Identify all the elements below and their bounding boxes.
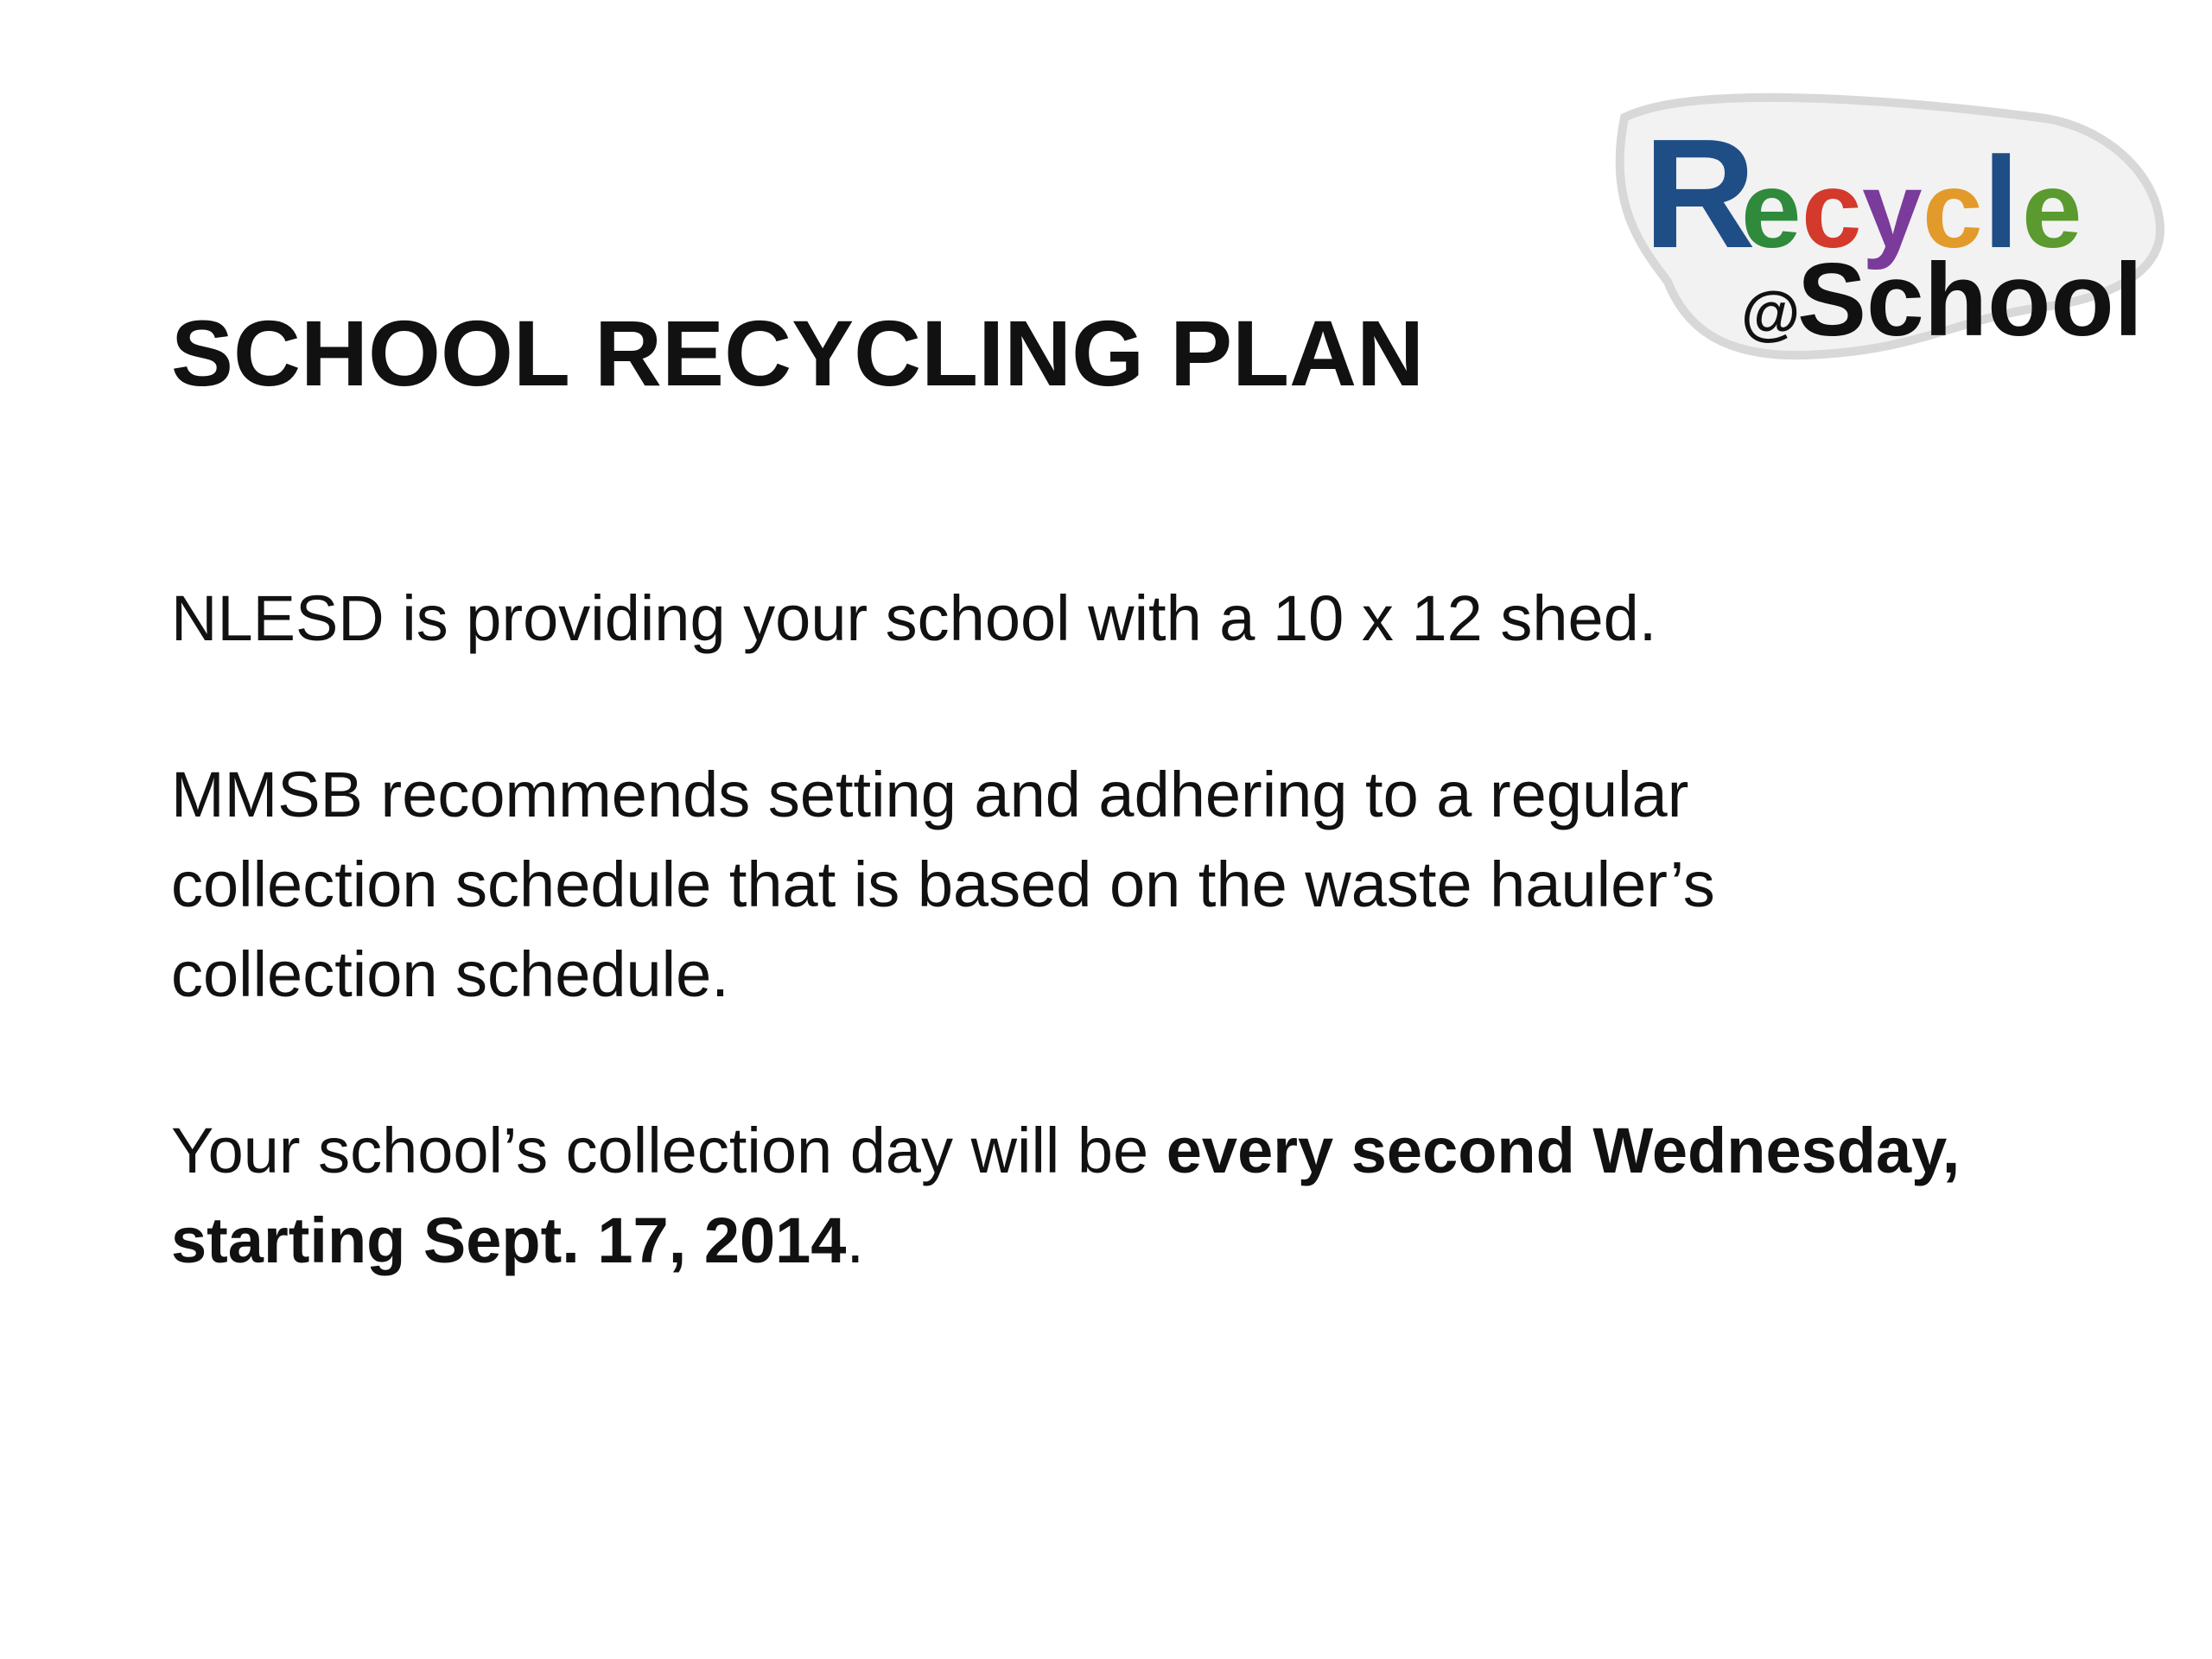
logo-graphic (1590, 83, 2177, 368)
logo-letter-e2: e (2022, 150, 2082, 270)
paragraph-recommendation-line-2: collection schedule that is based on the waste hauler’s (171, 849, 1715, 920)
slide-title: SCHOOL RECYCLING PLAN (171, 301, 1425, 405)
collection-day-intro: Your school’s collection day will be (171, 1115, 1166, 1186)
logo-letter-y: y (1862, 150, 1923, 270)
slide-body (171, 574, 2072, 1372)
collection-day-period: . (846, 1205, 865, 1276)
logo-at-sign: @ (1741, 279, 1801, 346)
logo-letter-l: l (1983, 130, 2019, 275)
collection-day-bold-line-1: every second Wednesday, (1166, 1115, 1961, 1186)
paragraph-collection-day (171, 1106, 2072, 1286)
logo-letter-r: R (1643, 107, 1756, 281)
collection-day-bold-line-2: starting Sept. 17, 2014 (171, 1205, 847, 1276)
paragraph-recommendation-line-1: MMSB recommends setting and adhering to a regular (171, 759, 1689, 830)
paragraph-recommendation-line-3: collection schedule. (171, 938, 729, 1010)
logo-letter-e1: e (1741, 150, 1802, 270)
paragraph-shed (171, 574, 2072, 664)
logo-letter-c2: c (1923, 150, 1983, 270)
paragraph-shed-text: NLESD is providing your school with a 10 x 12 shed. (171, 582, 1657, 654)
logo-school-word: School (1797, 242, 2144, 358)
paragraph-recommendation (171, 750, 2072, 1020)
recycle-at-school-logo (1590, 83, 2177, 368)
logo-letter-c1: c (1802, 150, 1862, 270)
